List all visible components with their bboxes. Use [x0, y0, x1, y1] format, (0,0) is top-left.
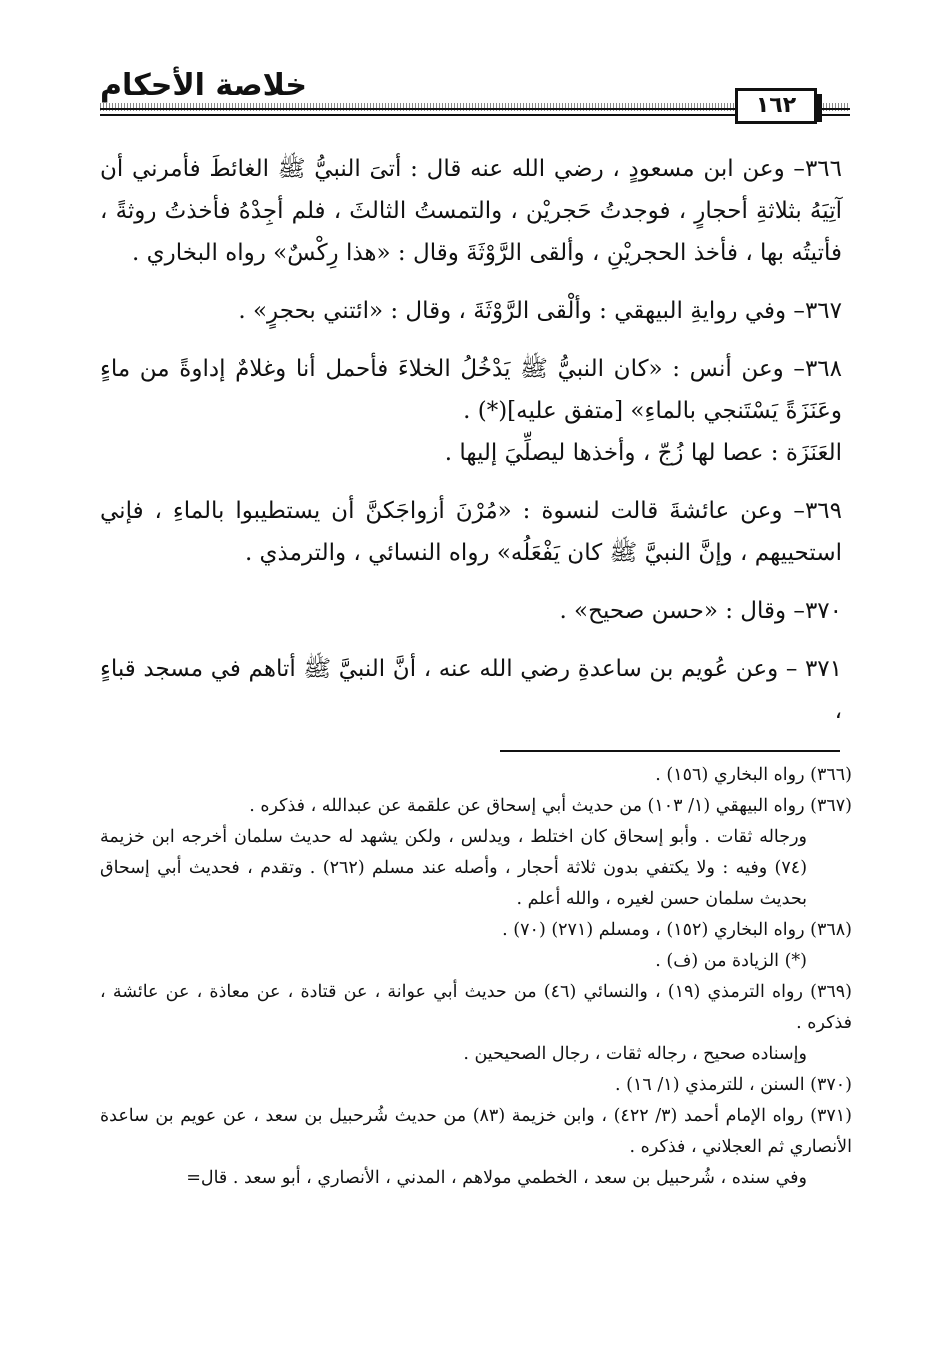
- footnote-369-note: وإسناده صحيح ، رجاله ثقات ، رجال الصحيحين .: [463, 1044, 807, 1064]
- hadith-366: ٣٦٦– وعن ابن مسعودٍ ، رضي الله عنه قال : أتىَ النبيُّ ﷺ الغائطَ فأمرني أن آتِيَهُ بثلاثةِ أحجارٍ ، فوجدتُ حَجريْن ، والتمستُ الثالثَ ، فلم أجِدْهُ فأخذتُ روثةً ، فأتيتُه بها ، فأخذ الحجريْنِ ، وألقى الرَّوْثَةَ وقال : «هذا رِكْسٌ» رواه البخاري .: [100, 156, 842, 266]
- footnote-368: (٣٦٨) رواه البخاري (١٥٢) ، ومسلم (٢٧١) (٧٠) .: [502, 920, 852, 940]
- footnotes: [100, 760, 852, 1194]
- footnote-368-star: (*) الزيادة من (ف) .: [655, 951, 807, 971]
- hadith-369: ٣٦٩– وعن عائشةَ قالت لنسوة : «مُرْنَ أزواجَكنَّ أن يستطيبوا بالماءِ ، فإني استحييهم ، وإنَّ النبيَّ ﷺ كان يَفْعَلُه» رواه النسائي ، والترمذي .: [100, 498, 842, 566]
- footnote-divider: [500, 750, 840, 752]
- footnote-371-note: وفي سنده ، شُرحبيل بن سعد ، الخطمي مولاهم ، المدني ، الأنصاري ، أبو سعد . قال=: [186, 1168, 807, 1188]
- footnote-371: (٣٧١) رواه الإمام أحمد (٣/ ٤٢٢) ، وابن خزيمة (٨٣) من حديث شُرحبيل بن سعد ، عن عويم بن ساعدة الأنصاري ثم العجلاني ، فذكره .: [100, 1106, 852, 1157]
- footnote-369: (٣٦٩) رواه الترمذي (١٩) ، والنسائي (٤٦) من حديث أبي عوانة ، عن قتادة ، عن معاذة ، عن عائشة ، فذكره .: [100, 982, 852, 1033]
- running-header-title: خلاصة الأحكام: [100, 68, 307, 103]
- main-text: [100, 148, 842, 748]
- footnote-367: (٣٦٧) رواه البيهقي (١/ ١٠٣) من حديث أبي إسحاق عن علقمة عن عبدالله ، فذكره .: [249, 796, 852, 816]
- footnote-370: (٣٧٠) السنن ، للترمذي (١/ ١٦) .: [615, 1075, 852, 1095]
- hadith-370: ٣٧٠– وقال : «حسن صحيح» .: [559, 598, 842, 624]
- footnote-367-note: ورجاله ثقات . وأبو إسحاق كان اختلط ، ويدلس ، ولكن يشهد له حديث سلمان أخرجه ابن خزيمة (٧٤) وفيه : ولا يكتفي بدون ثلاثة أحجار ، وأصله عند مسلم (٢٦٢) . وتقدم ، فحديث أبي إسحاق بحديث سلمان حسن لغيره ، والله أعلم .: [100, 827, 808, 909]
- footnote-366: (٣٦٦) رواه البخاري (١٥٦) .: [655, 765, 852, 785]
- gloss-368: العَنَزَة : عصا لها زُجّ ، وأخذها ليصلِّيَ إليها .: [444, 440, 842, 466]
- hadith-367: ٣٦٧– وفي روايةِ البيهقي : وألْقى الرَّوْثَةَ ، وقال : «ائتني بحجرٍ» .: [238, 298, 842, 324]
- hadith-371: ٣٧١ – وعن عُويم بن ساعدةِ رضي الله عنه ، أنَّ النبيَّ ﷺ أتاهم في مسجد قباءٍ ،: [100, 656, 842, 724]
- hadith-368: ٣٦٨– وعن أنس : «كان النبيُّ ﷺ يَدْخُلُ الخلاءَ فأحمل أنا وغلامٌ إداوةً من ماءٍ وعَنَزَةً يَسْتَنجي بالماءِ» [متفق عليه](*) .: [100, 356, 842, 424]
- page-number: ١٦٢: [735, 88, 817, 124]
